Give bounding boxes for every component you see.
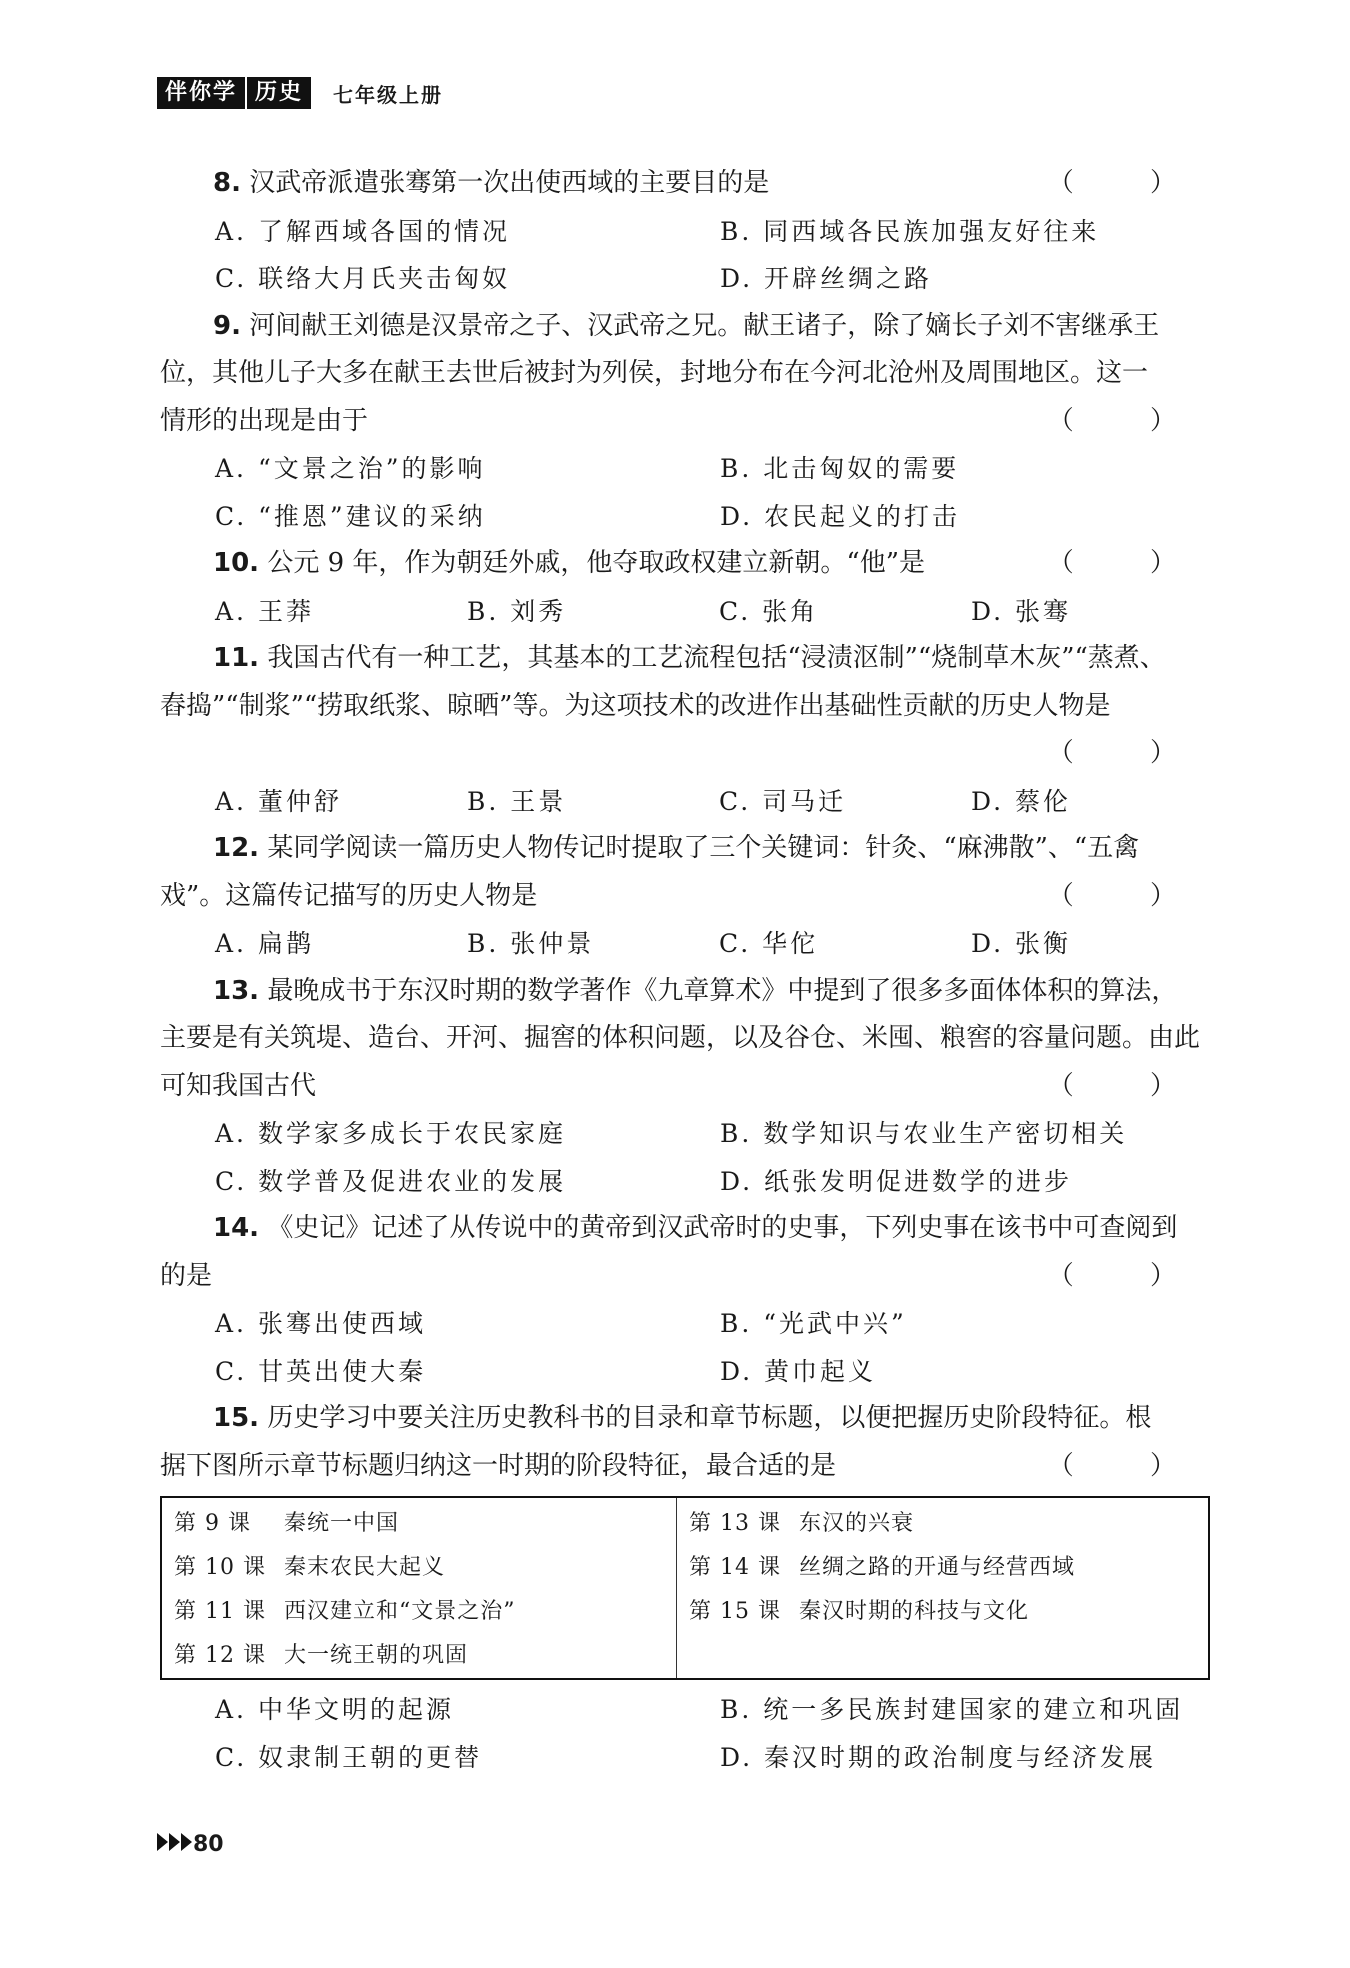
- lesson-number: 第 9 课: [174, 1511, 251, 1536]
- option-c: C. 张角: [719, 596, 819, 626]
- question-stem-line: [160, 825, 1210, 873]
- option-c: C. 奴隶制王朝的更替: [215, 1742, 483, 1772]
- question-stem-line: [160, 1253, 1210, 1301]
- option-d: D. 张骞: [971, 596, 1072, 626]
- question-number: 14.: [213, 1213, 260, 1243]
- question-number: 11.: [213, 643, 260, 673]
- option-row: [160, 1158, 1210, 1206]
- lesson-number: 第 10 课: [174, 1555, 266, 1580]
- page-footer: [157, 1832, 224, 1857]
- answer-parentheses: （ ）: [1047, 880, 1210, 911]
- question-stem-line: [160, 303, 1210, 351]
- answer-parentheses: （ ）: [1047, 1450, 1210, 1481]
- question-text: 可知我国古代: [160, 1070, 317, 1101]
- question-stem-line: [160, 1443, 1210, 1491]
- option-c: C. 甘英出使大秦: [215, 1356, 427, 1386]
- chapter-row: [689, 1546, 1075, 1590]
- option-a: A. 了解西域各国的情况: [215, 216, 510, 246]
- question-number: 8.: [213, 168, 241, 198]
- question-stem-line: [160, 968, 1210, 1016]
- question-10: [160, 540, 1210, 635]
- option-b: B. 数学知识与农业生产密切相关: [720, 1119, 1128, 1148]
- chapter-table-left: [162, 1498, 677, 1678]
- question-14: [160, 1205, 1210, 1395]
- option-a: A. 王莽: [215, 596, 314, 626]
- answer-parentheses: （ ）: [1047, 1070, 1210, 1101]
- question-stem-line: [160, 873, 1210, 921]
- option-a: A. 中华文明的起源: [215, 1695, 454, 1724]
- option-c: C. “推恩”建议的采纳: [215, 501, 486, 531]
- chapter-table: [160, 1496, 1210, 1680]
- lesson-number: 第 14 课: [689, 1555, 781, 1580]
- answer-parentheses: （ ）: [1047, 1260, 1210, 1291]
- question-stem-line: [160, 635, 1210, 683]
- option-d: D. 黄巾起义: [720, 1356, 877, 1386]
- option-b: B. 张仲景: [467, 929, 595, 958]
- question-text: 最晚成书于东汉时期的数学著作《九章算术》中提到了很多多面体体积的算法，: [267, 975, 1178, 1006]
- option-b: B. “光武中兴”: [720, 1309, 907, 1338]
- option-d: D. 农民起义的打击: [720, 501, 961, 531]
- page-number: 80: [193, 1832, 224, 1857]
- option-row: [160, 778, 1210, 826]
- option-b: B. 统一多民族封建国家的建立和巩固: [720, 1695, 1184, 1724]
- question-text: 河间献王刘德是汉景帝之子、汉武帝之兄。献王诸子，除了嫡长子刘不害继承王: [249, 310, 1160, 341]
- question-text: 《史记》记述了从传说中的黄帝到汉武帝时的史事，下列史事在该书中可查阅到: [267, 1213, 1178, 1243]
- question-text: 历史学习中要关注历史教科书的目录和章节标题，以便把握历史阶段特征。根: [267, 1403, 1152, 1433]
- answer-parentheses: （ ）: [1047, 405, 1210, 436]
- option-a: A. 扁鹊: [215, 929, 314, 958]
- chevron-right-icon: [157, 1832, 193, 1857]
- question-number: 9.: [213, 310, 241, 341]
- chapter-row: [689, 1590, 1075, 1634]
- option-b: B. 北击匈奴的需要: [720, 454, 960, 483]
- question-number: 15.: [213, 1403, 260, 1433]
- option-row: [160, 1300, 1210, 1348]
- option-row: [160, 208, 1210, 256]
- header-brand: 伴你学: [157, 77, 245, 109]
- option-row: [160, 255, 1210, 303]
- option-b: B. 同西域各民族加强友好往来: [720, 216, 1100, 246]
- option-c: C. 联络大月氏夹击匈奴: [215, 264, 511, 293]
- option-row: [160, 1348, 1210, 1396]
- lesson-number: 第 12 课: [174, 1643, 266, 1668]
- lesson-title: 大一统王朝的巩固: [284, 1643, 469, 1668]
- option-a: A. 董仲舒: [215, 786, 342, 816]
- lesson-number: 第 11 课: [174, 1599, 266, 1624]
- option-d: D. 开辟丝绸之路: [720, 264, 933, 293]
- question-list: [160, 160, 1210, 1781]
- option-a: A. “文景之治”的影响: [215, 454, 486, 483]
- question-text: 公元 9 年，作为朝廷外戚，他夺取政权建立新朝。“他”是: [267, 548, 925, 578]
- answer-parentheses: （ ）: [1047, 548, 1210, 578]
- question-stem-line: [160, 398, 1210, 446]
- question-stem-line: [160, 683, 1210, 731]
- question-stem-line: [160, 1063, 1210, 1111]
- question-text: 汉武帝派遣张骞第一次出使西域的主要目的是: [249, 168, 770, 198]
- question-stem-line: [160, 1205, 1210, 1253]
- chapter-row: [689, 1502, 1075, 1546]
- header-grade: 七年级上册: [333, 82, 444, 107]
- question-9: [160, 303, 1210, 541]
- option-row: [160, 588, 1210, 636]
- question-number: 12.: [213, 833, 260, 863]
- question-text: 某同学阅读一篇历史人物传记时提取了三个关键词：针灸、“麻沸散”、“五禽: [267, 833, 1140, 863]
- option-d: D. 纸张发明促进数学的进步: [720, 1166, 1073, 1196]
- question-11: [160, 635, 1210, 825]
- option-a: A. 数学家多成长于农民家庭: [215, 1119, 566, 1148]
- question-15: [160, 1395, 1210, 1781]
- option-c: C. 华佗: [719, 929, 819, 958]
- option-d: D. 蔡伦: [971, 786, 1072, 816]
- chapter-row: [174, 1546, 664, 1590]
- question-13: [160, 968, 1210, 1206]
- question-text: 位，其他儿子大多在献王去世后被封为列侯，封地分布在今河北沧州及周围地区。这一: [160, 358, 1149, 388]
- question-number: 13.: [213, 975, 260, 1006]
- option-row: [160, 1734, 1210, 1782]
- header-subject: 历史: [247, 77, 311, 109]
- option-b: B. 刘秀: [467, 596, 567, 626]
- option-row: [160, 1110, 1210, 1158]
- chapter-table-right: [677, 1498, 1087, 1678]
- question-text: 我国古代有一种工艺，其基本的工艺流程包括“浸渍沤制”“烧制草木灰”“蒸煮、: [267, 643, 1166, 673]
- question-text: 戏”。这篇传记描写的历史人物是: [160, 880, 538, 911]
- lesson-title: 丝绸之路的开通与经营西域: [799, 1555, 1076, 1580]
- option-d: D. 张衡: [971, 929, 1072, 958]
- question-text: 主要是有关筑堤、造台、开河、掘窖的体积问题，以及谷仓、米囤、粮窖的容量问题。由此: [160, 1023, 1201, 1053]
- option-b: B. 王景: [467, 786, 567, 816]
- question-stem-line: [160, 540, 1210, 588]
- lesson-title: 秦末农民大起义: [284, 1555, 446, 1580]
- question-text: 舂捣”“制浆”“捞取纸浆、晾晒”等。为这项技术的改进作出基础性贡献的历史人物是: [160, 690, 1111, 721]
- question-stem-line: [160, 1395, 1210, 1443]
- question-stem-line: [160, 350, 1210, 398]
- option-d: D. 秦汉时期的政治制度与经济发展: [720, 1742, 1157, 1772]
- lesson-title: 秦汉时期的科技与文化: [799, 1599, 1030, 1624]
- question-8: [160, 160, 1210, 303]
- lesson-number: 第 13 课: [689, 1511, 781, 1536]
- option-c: C. 数学普及促进农业的发展: [215, 1166, 567, 1196]
- question-text: 的是: [160, 1260, 213, 1291]
- question-stem-line: [160, 730, 1210, 778]
- option-c: C. 司马迁: [719, 786, 847, 816]
- question-text: 据下图所示章节标题归纳这一时期的阶段特征，最合适的是: [160, 1450, 837, 1481]
- option-row: [160, 920, 1210, 968]
- question-number: 10.: [213, 548, 260, 578]
- chapter-row: [174, 1502, 664, 1546]
- question-stem-line: [160, 160, 1210, 208]
- chapter-row: [174, 1590, 664, 1634]
- question-12: [160, 825, 1210, 968]
- option-a: A. 张骞出使西域: [215, 1309, 426, 1338]
- lesson-number: 第 15 课: [689, 1599, 781, 1624]
- lesson-title: 东汉的兴衰: [799, 1511, 915, 1536]
- answer-parentheses: （ ）: [1047, 738, 1210, 768]
- answer-parentheses: （ ）: [1047, 168, 1210, 198]
- option-row: [160, 493, 1210, 541]
- option-row: [160, 1686, 1210, 1734]
- chapter-row: [174, 1634, 664, 1678]
- lesson-title: 西汉建立和“文景之治”: [284, 1599, 516, 1624]
- question-text: 情形的出现是由于: [160, 405, 369, 436]
- lesson-title: 秦统一中国: [284, 1511, 400, 1536]
- page-header: [157, 76, 443, 110]
- question-stem-line: [160, 1015, 1210, 1063]
- option-row: [160, 445, 1210, 493]
